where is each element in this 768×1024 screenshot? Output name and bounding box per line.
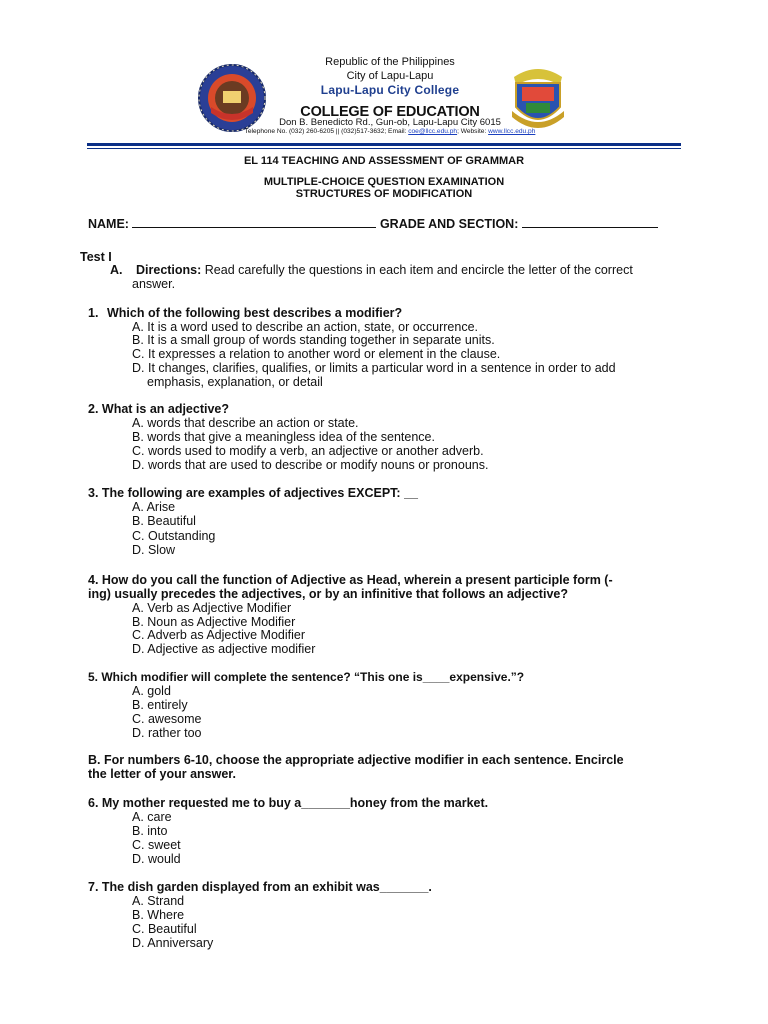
header-divider — [87, 143, 681, 146]
college-of-education-title: COLLEGE OF EDUCATION — [300, 104, 480, 120]
answer-option[interactable]: C. Outstanding — [132, 529, 216, 543]
answer-option[interactable]: C. awesome — [132, 712, 202, 726]
college-name: Lapu-Lapu City College — [320, 83, 460, 97]
answer-option[interactable]: A. Strand — [132, 894, 185, 908]
grade-section-label: GRADE AND SECTION: — [379, 217, 519, 231]
answer-option[interactable]: D. words that are used to describe or modify nouns or pronouns. — [132, 458, 489, 472]
directions-text: Read carefully the questions in each item and encircle the letter of the correct — [204, 263, 633, 277]
question-text: 2. What is an adjective? — [88, 402, 230, 416]
answer-option[interactable]: B. into — [132, 824, 168, 838]
contact-line — [200, 128, 580, 135]
directions — [136, 263, 633, 277]
exam-title: MULTIPLE-CHOICE QUESTION EXAMINATION — [263, 176, 505, 188]
answer-option[interactable]: D. Slow — [132, 543, 176, 557]
test-label: Test I — [80, 250, 112, 264]
answer-option[interactable]: B. Beautiful — [132, 514, 196, 528]
answer-option[interactable]: A. It is a word used to describe an action, state, or occurrence. — [132, 320, 479, 334]
directions-text-continued: answer. — [132, 277, 176, 291]
city-line: City of Lapu-Lapu — [346, 70, 434, 82]
question-text: 6. My mother requested me to buy a_______honey from the market. — [88, 796, 489, 810]
telephone-text: Telephone No. (032) 260-6205 || (032)517-3632; Email: — [244, 128, 409, 135]
directions-label: Directions: — [136, 263, 202, 277]
answer-option[interactable]: B. Where — [132, 908, 185, 922]
name-blank[interactable] — [132, 216, 376, 228]
course-title: EL 114 TEACHING AND ASSESSMENT OF GRAMMAR — [243, 155, 525, 167]
question-text: 4. How do you call the function of Adjective as Head, wherein a present participle form (- — [88, 573, 613, 587]
answer-option[interactable]: C. sweet — [132, 838, 181, 852]
name-label: NAME: — [88, 217, 129, 231]
answer-option[interactable]: A. gold — [132, 684, 171, 698]
answer-option[interactable]: D. would — [132, 852, 181, 866]
website-label: ; Website: — [457, 128, 489, 135]
answer-option[interactable]: C. Beautiful — [132, 922, 197, 936]
question-text: 3. The following are examples of adjectives EXCEPT: __ — [88, 486, 418, 500]
answer-option[interactable]: C. It expresses a relation to another word or element in the clause. — [132, 347, 501, 361]
answer-option[interactable]: C. Adverb as Adjective Modifier — [132, 628, 305, 642]
part-b-directions-continued: the letter of your answer. — [88, 767, 236, 781]
republic-line: Republic of the Philippines — [325, 56, 455, 68]
answer-option[interactable]: D. It changes, clarifies, qualifies, or limits a particular word in a sentence in order to add — [132, 361, 616, 375]
part-b-directions: B. For numbers 6-10, choose the appropriate adjective modifier in each sentence. Encircle — [88, 753, 624, 767]
question-text-continued: ing) usually precedes the adjectives, or by an infinitive that follows an adjective? — [88, 587, 568, 601]
answer-option[interactable]: B. It is a small group of words standing together in separate units. — [132, 333, 495, 347]
answer-option[interactable]: C. words used to modify a verb, an adjective or another adverb. — [132, 444, 484, 458]
email-link[interactable]: coe@llcc.edu.ph — [408, 128, 458, 135]
address-line: Don B. Benedicto Rd., Gun-ob, Lapu-Lapu City 6015 — [279, 117, 501, 128]
answer-option-continued: emphasis, explanation, or detail — [147, 375, 323, 389]
header-divider-thin — [87, 148, 681, 149]
question-number: 1. — [88, 306, 99, 320]
question-text: 7. The dish garden displayed from an exhibit was_______. — [88, 880, 432, 894]
part-a-letter: A. — [110, 263, 123, 277]
answer-option[interactable]: A. Verb as Adjective Modifier — [132, 601, 292, 615]
website-link[interactable]: www.llcc.edu.ph — [488, 128, 536, 135]
answer-option[interactable]: D. rather too — [132, 726, 202, 740]
answer-option[interactable]: D. Adjective as adjective modifier — [132, 642, 316, 656]
answer-option[interactable]: A. Arise — [132, 500, 176, 514]
answer-option[interactable]: A. care — [132, 810, 172, 824]
answer-option[interactable]: B. Noun as Adjective Modifier — [132, 615, 296, 629]
grade-section-blank[interactable] — [522, 216, 658, 228]
answer-option[interactable]: B. words that give a meaningless idea of the sentence. — [132, 430, 435, 444]
student-info-bar — [88, 216, 658, 231]
answer-option[interactable]: D. Anniversary — [132, 936, 214, 950]
answer-option[interactable]: B. entirely — [132, 698, 188, 712]
question-text: 5. Which modifier will complete the sentence? “This one is____expensive.”? — [88, 670, 525, 684]
answer-option[interactable]: A. words that describe an action or state. — [132, 416, 359, 430]
topic-title: STRUCTURES OF MODIFICATION — [295, 188, 473, 200]
question-text: Which of the following best describes a modifier? — [107, 306, 403, 320]
